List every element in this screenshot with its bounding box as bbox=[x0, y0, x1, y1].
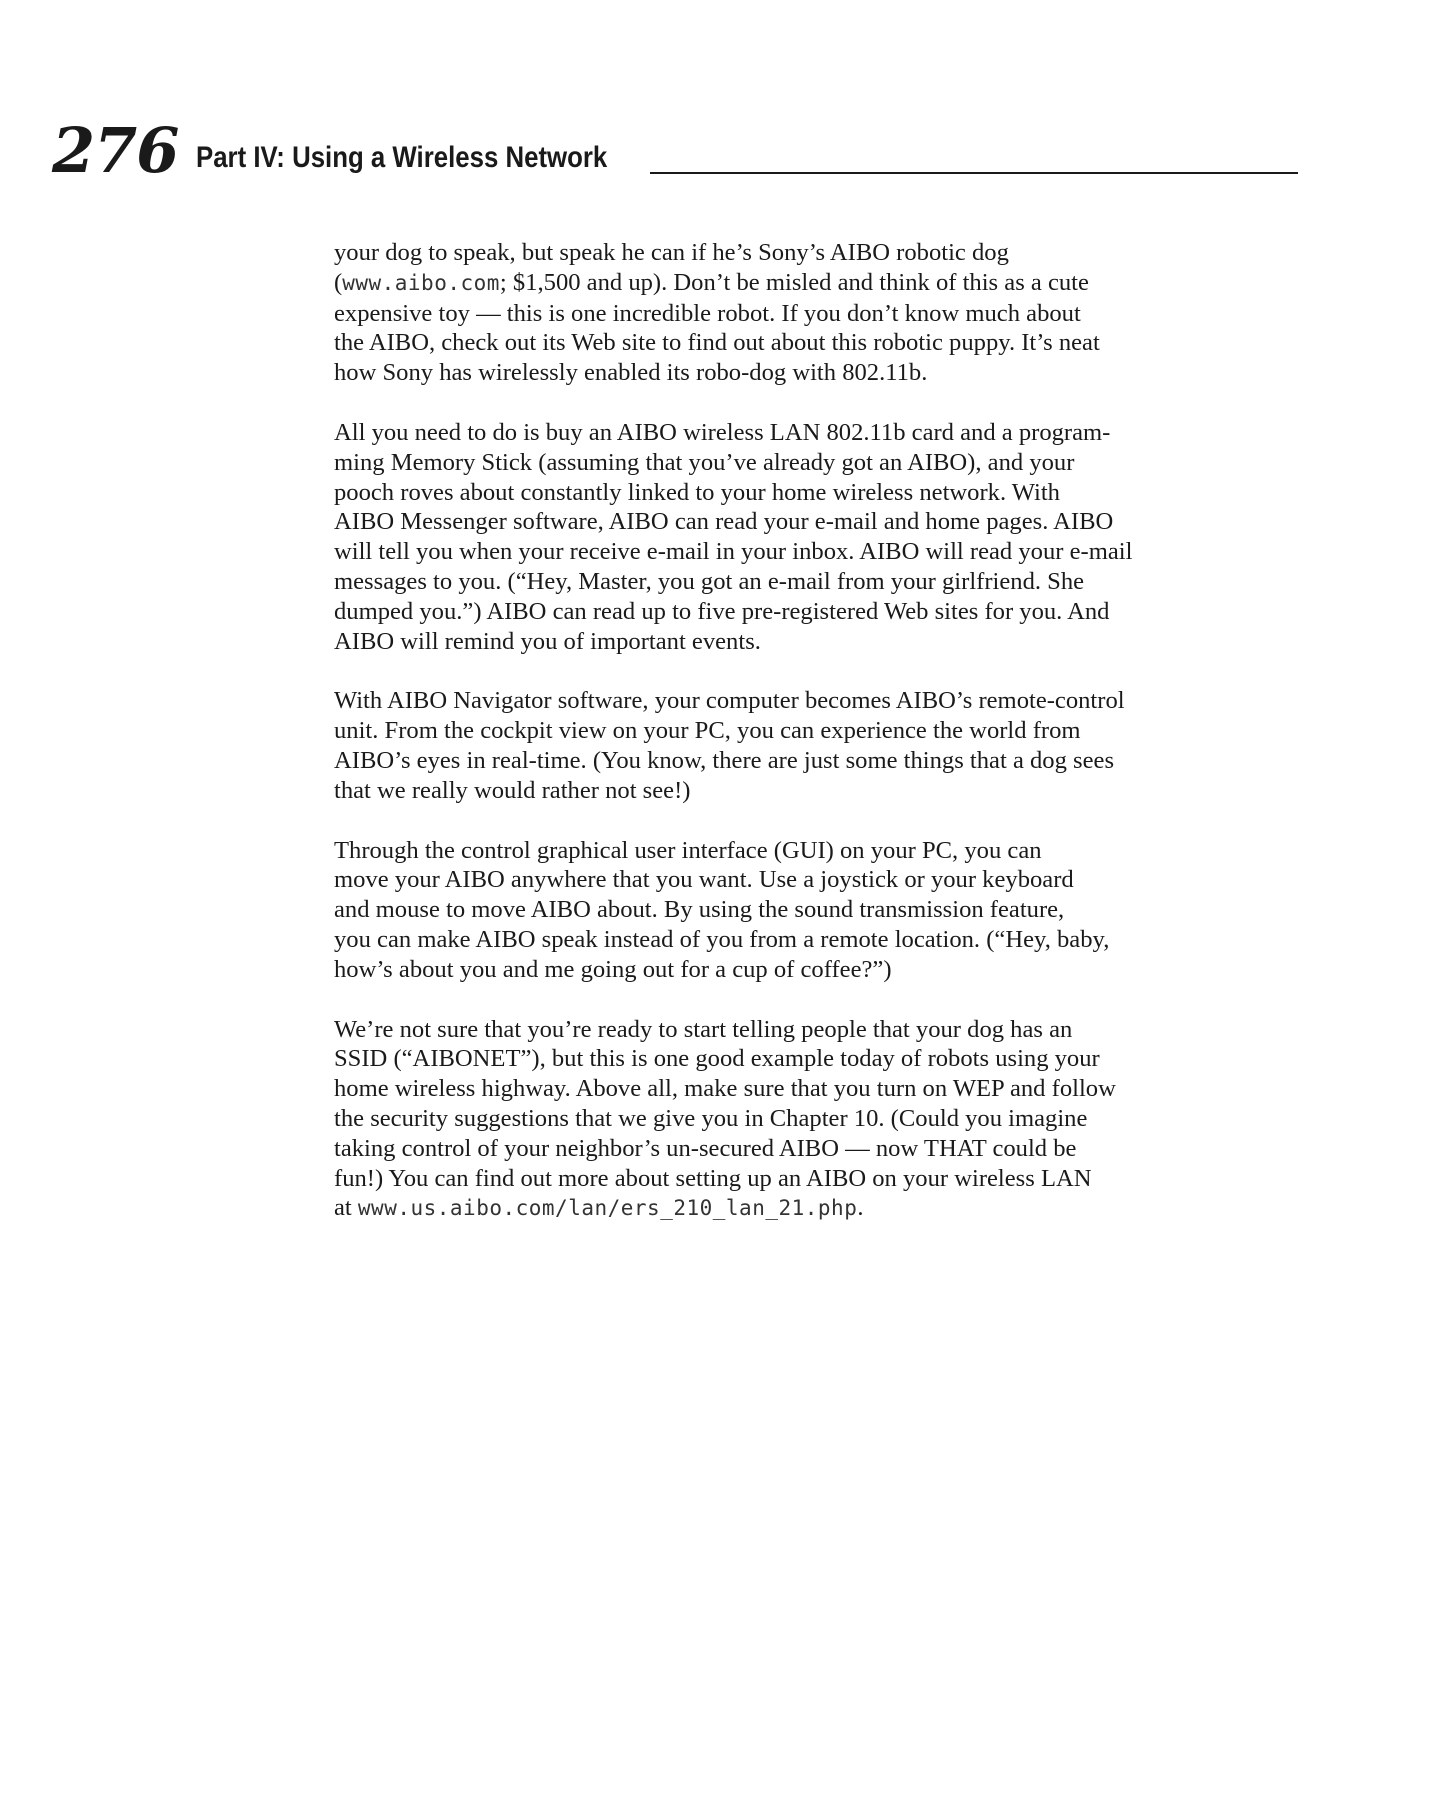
text-run: at bbox=[334, 1194, 358, 1222]
text-line bbox=[334, 299, 1250, 329]
text-run: how Sony has wirelessly enabled its robo-dog with 802.11b. bbox=[334, 359, 928, 387]
text-run: and mouse to move AIBO about. By using the sound transmission feature, bbox=[334, 896, 1065, 924]
text-run: ming Memory Stick (assuming that you’ve already got an AIBO), and your bbox=[334, 448, 1075, 476]
text-line bbox=[334, 1044, 1250, 1074]
text-line bbox=[334, 418, 1250, 448]
text-run: ; $1,500 and up). Don’t be misled and think of this as a cute bbox=[499, 268, 1089, 296]
page-number: 276 bbox=[52, 114, 179, 187]
text-run: taking control of your neighbor’s un-secured AIBO — now THAT could be bbox=[334, 1134, 1077, 1162]
paragraph bbox=[334, 836, 1250, 985]
text-line bbox=[334, 836, 1250, 866]
url-text: www.us.aibo.com/lan/ers_210_lan_21.php bbox=[357, 1196, 858, 1221]
paragraph bbox=[334, 238, 1250, 388]
text-line bbox=[334, 478, 1250, 508]
text-run: We’re not sure that you’re ready to start telling people that your dog has an bbox=[334, 1015, 1073, 1043]
text-run: AIBO will remind you of important events. bbox=[334, 627, 761, 655]
text-run: fun!) You can find out more about setting up an AIBO on your wireless LAN bbox=[334, 1164, 1092, 1192]
text-run: pooch roves about constantly linked to your home wireless network. With bbox=[334, 478, 1060, 506]
text-line bbox=[334, 328, 1250, 358]
text-run: ( bbox=[334, 268, 343, 296]
text-line bbox=[334, 776, 1250, 806]
text-run: you can make AIBO speak instead of you from a remote location. (“Hey, baby, bbox=[334, 925, 1110, 953]
text-line bbox=[334, 507, 1250, 537]
text-line bbox=[334, 238, 1250, 268]
text-run: SSID (“AIBONET”), but this is one good example today of robots using your bbox=[334, 1045, 1100, 1073]
text-line bbox=[334, 1104, 1250, 1134]
body-text bbox=[334, 238, 1250, 1254]
text-run: Through the control graphical user interface (GUI) on your PC, you can bbox=[334, 836, 1042, 864]
url-text: www.aibo.com bbox=[342, 270, 500, 295]
running-head: Part IV: Using a Wireless Network bbox=[196, 141, 608, 174]
text-line bbox=[334, 358, 1250, 388]
text-run: dumped you.”) AIBO can read up to five pre-registered Web sites for you. And bbox=[334, 597, 1110, 625]
text-line bbox=[334, 955, 1250, 985]
text-line bbox=[334, 686, 1250, 716]
text-line bbox=[334, 268, 1250, 299]
text-run: All you need to do is buy an AIBO wireless LAN 802.11b card and a program- bbox=[334, 418, 1111, 446]
text-run: the AIBO, check out its Web site to find out about this robotic puppy. It’s neat bbox=[334, 329, 1100, 357]
paragraph bbox=[334, 686, 1250, 805]
text-line bbox=[334, 537, 1250, 567]
text-run: that we really would rather not see!) bbox=[334, 776, 691, 804]
text-line bbox=[334, 716, 1250, 746]
paragraph bbox=[334, 1015, 1250, 1225]
text-line bbox=[334, 627, 1250, 657]
text-line bbox=[334, 1134, 1250, 1164]
paragraph bbox=[334, 418, 1250, 656]
text-run: home wireless highway. Above all, make sure that you turn on WEP and follow bbox=[334, 1075, 1116, 1103]
text-run: . bbox=[857, 1194, 864, 1222]
text-line bbox=[334, 597, 1250, 627]
text-line bbox=[334, 895, 1250, 925]
text-line bbox=[334, 448, 1250, 478]
text-run: unit. From the cockpit view on your PC, you can experience the world from bbox=[334, 717, 1081, 745]
text-run: the security suggestions that we give you in Chapter 10. (Could you imagine bbox=[334, 1104, 1088, 1132]
text-run: move your AIBO anywhere that you want. Use a joystick or your keyboard bbox=[334, 866, 1074, 894]
header-rule bbox=[650, 172, 1298, 174]
text-run: expensive toy — this is one incredible robot. If you don’t know much about bbox=[334, 299, 1081, 327]
text-line bbox=[334, 1193, 1250, 1224]
page-header bbox=[52, 114, 1250, 188]
text-line bbox=[334, 746, 1250, 776]
text-line bbox=[334, 567, 1250, 597]
text-run: messages to you. (“Hey, Master, you got an e-mail from your girlfriend. She bbox=[334, 567, 1085, 595]
text-run: will tell you when your receive e-mail in your inbox. AIBO will read your e-mail bbox=[334, 538, 1133, 566]
text-line bbox=[334, 1015, 1250, 1045]
text-run: your dog to speak, but speak he can if he’s Sony’s AIBO robotic dog bbox=[334, 239, 1009, 266]
text-run: AIBO’s eyes in real-time. (You know, there are just some things that a dog sees bbox=[334, 746, 1115, 774]
text-line bbox=[334, 1074, 1250, 1104]
text-line bbox=[334, 865, 1250, 895]
text-run: AIBO Messenger software, AIBO can read your e-mail and home pages. AIBO bbox=[334, 508, 1114, 536]
text-run: how’s about you and me going out for a cup of coffee?”) bbox=[334, 955, 892, 983]
text-line bbox=[334, 925, 1250, 955]
text-run: With AIBO Navigator software, your computer becomes AIBO’s remote-control bbox=[334, 687, 1125, 715]
text-line bbox=[334, 1164, 1250, 1194]
